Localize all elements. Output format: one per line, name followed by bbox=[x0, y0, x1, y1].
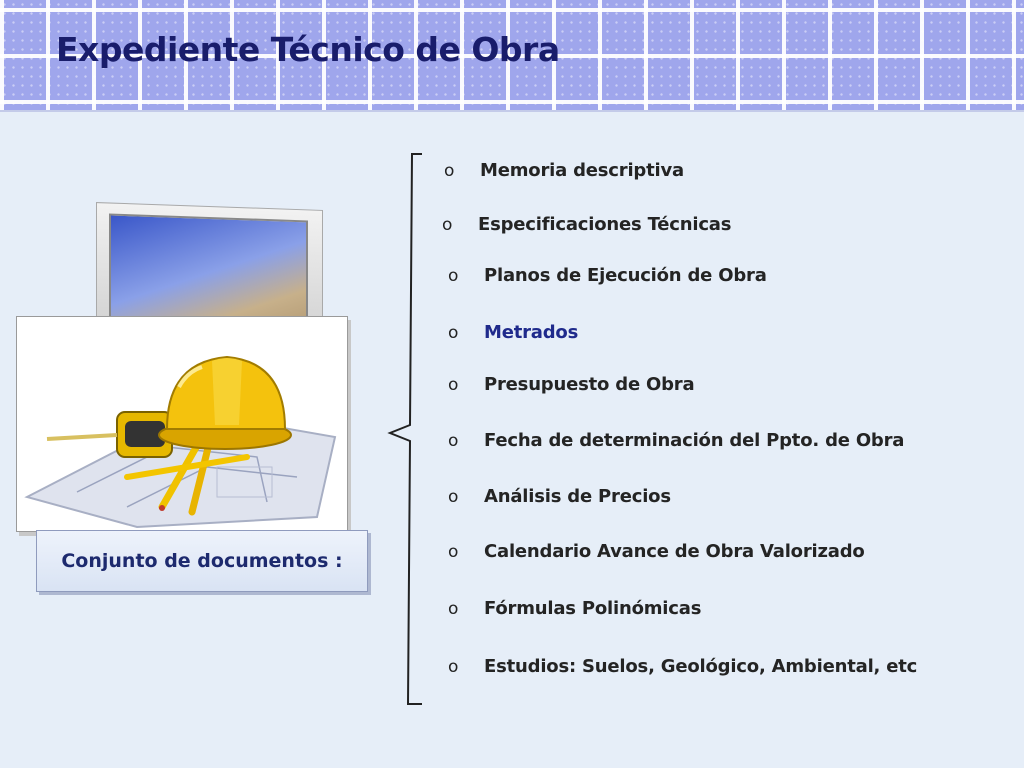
list-item bbox=[448, 598, 701, 619]
bullet-icon: o bbox=[448, 265, 459, 286]
helmet-plans-photo bbox=[16, 316, 348, 532]
bullet-icon: o bbox=[448, 430, 459, 451]
bullet-icon: o bbox=[448, 486, 459, 507]
list-item-text: Memoria descriptiva bbox=[480, 160, 684, 181]
bullet-icon: o bbox=[444, 160, 455, 181]
list-item bbox=[448, 486, 671, 507]
bullet-icon: o bbox=[448, 656, 459, 677]
caption-text: Conjunto de documentos : bbox=[61, 550, 343, 572]
bullet-icon: o bbox=[448, 374, 459, 395]
slide-title: Expediente Técnico de Obra bbox=[56, 30, 560, 69]
list-item-text: Presupuesto de Obra bbox=[484, 374, 695, 395]
list-item-text: Fecha de determinación del Ppto. de Obra bbox=[484, 430, 905, 451]
bullet-icon: o bbox=[448, 322, 459, 343]
bullet-icon: o bbox=[442, 214, 453, 235]
list-item-text: Especificaciones Técnicas bbox=[478, 214, 732, 235]
slide-header bbox=[0, 0, 1024, 112]
list-item bbox=[442, 214, 731, 235]
list-item bbox=[448, 656, 917, 677]
list-item bbox=[448, 430, 904, 451]
caption-box bbox=[36, 530, 368, 592]
list-item bbox=[448, 374, 694, 395]
list-item-text: Planos de Ejecución de Obra bbox=[484, 265, 767, 286]
left-brace-icon bbox=[382, 150, 422, 710]
list-item-text: Estudios: Suelos, Geológico, Ambiental, etc bbox=[484, 656, 918, 677]
list-item-text: Metrados bbox=[484, 322, 579, 343]
list-item bbox=[444, 160, 684, 181]
bullet-icon: o bbox=[448, 598, 459, 619]
hard-hat-icon bbox=[17, 317, 347, 531]
construction-illustration bbox=[0, 190, 360, 540]
list-item bbox=[448, 541, 865, 562]
list-item-text: Fórmulas Polinómicas bbox=[484, 598, 702, 619]
list-item-text: Calendario Avance de Obra Valorizado bbox=[484, 541, 865, 562]
list-item bbox=[448, 322, 578, 343]
bullet-icon: o bbox=[448, 541, 459, 562]
list-item bbox=[448, 265, 767, 286]
list-item-text: Análisis de Precios bbox=[484, 486, 671, 507]
